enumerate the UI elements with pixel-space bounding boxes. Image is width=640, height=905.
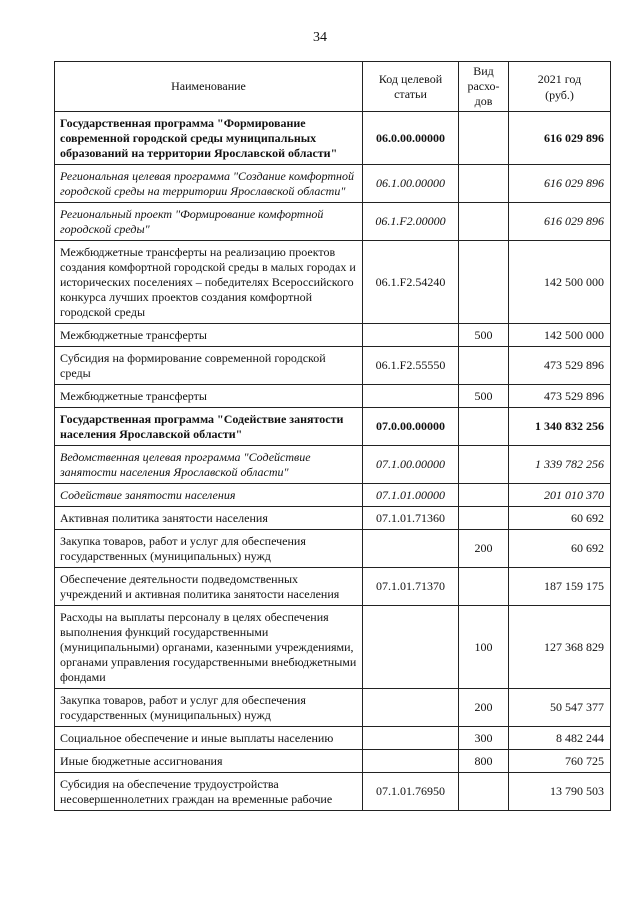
- table-row: [55, 773, 611, 811]
- table-row: [55, 112, 611, 165]
- table-row: [55, 568, 611, 606]
- table-row: [55, 507, 611, 530]
- row-amount: 8 482 244: [509, 727, 611, 750]
- row-name: Обеспечение деятельности подведомственных учреждений и активная политика занятости населения: [55, 568, 363, 606]
- row-name: Межбюджетные трансферты на реализацию проектов создания комфортной городской среды в малых городах и исторических поселениях – победителях Всероссийского конкурса лучших проектов создания комфортной городской среды: [55, 241, 363, 324]
- table-row: [55, 484, 611, 507]
- row-name: Государственная программа "Содействие занятости населения Ярославской области": [55, 408, 363, 446]
- row-type: 500: [459, 385, 509, 408]
- table-row: [55, 689, 611, 727]
- table-row: [55, 165, 611, 203]
- row-type: 200: [459, 530, 509, 568]
- row-amount: 473 529 896: [509, 385, 611, 408]
- row-code: 06.1.00.00000: [363, 165, 459, 203]
- row-amount: 187 159 175: [509, 568, 611, 606]
- row-amount: 616 029 896: [509, 203, 611, 241]
- table-body: [55, 112, 611, 811]
- row-amount: 13 790 503: [509, 773, 611, 811]
- row-name: Закупка товаров, работ и услуг для обеспечения государственных (муниципальных) нужд: [55, 530, 363, 568]
- row-amount: 127 368 829: [509, 606, 611, 689]
- row-type: [459, 347, 509, 385]
- row-code: 06.0.00.00000: [363, 112, 459, 165]
- row-name: Закупка товаров, работ и услуг для обеспечения государственных (муниципальных) нужд: [55, 689, 363, 727]
- row-code: [363, 385, 459, 408]
- header-amount-unit: (руб.): [545, 87, 574, 102]
- row-code: 07.1.01.00000: [363, 484, 459, 507]
- header-type: Вид расхо-дов: [459, 62, 509, 112]
- row-type: 200: [459, 689, 509, 727]
- row-type: [459, 112, 509, 165]
- row-amount: 60 692: [509, 530, 611, 568]
- row-type: 300: [459, 727, 509, 750]
- row-amount: 1 339 782 256: [509, 446, 611, 484]
- table-row: [55, 408, 611, 446]
- row-type: [459, 446, 509, 484]
- row-name: Региональная целевая программа "Создание комфортной городской среды на территории Ярославской области": [55, 165, 363, 203]
- row-amount: 142 500 000: [509, 241, 611, 324]
- row-code: 06.1.F2.00000: [363, 203, 459, 241]
- header-amount: [509, 62, 611, 112]
- row-code: [363, 689, 459, 727]
- row-name: Социальное обеспечение и иные выплаты населению: [55, 727, 363, 750]
- row-code: 06.1.F2.54240: [363, 241, 459, 324]
- header-amount-year: 2021 год: [537, 71, 582, 86]
- row-amount: 60 692: [509, 507, 611, 530]
- row-name: Расходы на выплаты персоналу в целях обеспечения выполнения функций государственными (муниципальными) органами, казенными учреждениями, органами управления государственными внебюджетными фондами: [55, 606, 363, 689]
- row-type: [459, 203, 509, 241]
- row-code: 07.1.01.71370: [363, 568, 459, 606]
- table-row: [55, 606, 611, 689]
- row-type: [459, 773, 509, 811]
- row-amount: 616 029 896: [509, 112, 611, 165]
- table-header-row: [55, 62, 611, 112]
- row-code: 07.1.01.71360: [363, 507, 459, 530]
- page-number: 34: [313, 30, 327, 45]
- row-name: Субсидия на обеспечение трудоустройства несовершеннолетних граждан на временные рабочие: [55, 773, 363, 811]
- row-code: [363, 530, 459, 568]
- row-name: Иные бюджетные ассигнования: [55, 750, 363, 773]
- row-code: [363, 750, 459, 773]
- row-amount: 760 725: [509, 750, 611, 773]
- budget-table: [54, 61, 611, 811]
- row-name: Содействие занятости населения: [55, 484, 363, 507]
- table-row: [55, 241, 611, 324]
- table-row: [55, 727, 611, 750]
- row-type: [459, 484, 509, 507]
- row-type: 100: [459, 606, 509, 689]
- table-row: [55, 385, 611, 408]
- row-type: 800: [459, 750, 509, 773]
- row-type: 500: [459, 324, 509, 347]
- header-code: Код целевой статьи: [363, 62, 459, 112]
- row-name: Ведомственная целевая программа "Содействие занятости населения Ярославской области": [55, 446, 363, 484]
- row-code: 07.1.01.76950: [363, 773, 459, 811]
- table-row: [55, 324, 611, 347]
- table-row: [55, 750, 611, 773]
- row-name: Субсидия на формирование современной городской среды: [55, 347, 363, 385]
- header-name: Наименование: [55, 62, 363, 112]
- row-amount: 616 029 896: [509, 165, 611, 203]
- row-type: [459, 408, 509, 446]
- table-row: [55, 347, 611, 385]
- table-row: [55, 203, 611, 241]
- row-code: 07.0.00.00000: [363, 408, 459, 446]
- row-code: [363, 727, 459, 750]
- row-name: Межбюджетные трансферты: [55, 324, 363, 347]
- row-code: [363, 324, 459, 347]
- row-code: [363, 606, 459, 689]
- row-type: [459, 241, 509, 324]
- table-row: [55, 446, 611, 484]
- row-amount: 50 547 377: [509, 689, 611, 727]
- table-row: [55, 530, 611, 568]
- row-amount: 473 529 896: [509, 347, 611, 385]
- row-type: [459, 507, 509, 530]
- row-name: Государственная программа "Формирование современной городской среды муниципальных образований на территории Ярославской области": [55, 112, 363, 165]
- row-amount: 201 010 370: [509, 484, 611, 507]
- row-amount: 142 500 000: [509, 324, 611, 347]
- row-amount: 1 340 832 256: [509, 408, 611, 446]
- row-type: [459, 165, 509, 203]
- row-name: Межбюджетные трансферты: [55, 385, 363, 408]
- row-code: 07.1.00.00000: [363, 446, 459, 484]
- row-type: [459, 568, 509, 606]
- row-code: 06.1.F2.55550: [363, 347, 459, 385]
- row-name: Региональный проект "Формирование комфортной городской среды": [55, 203, 363, 241]
- row-name: Активная политика занятости населения: [55, 507, 363, 530]
